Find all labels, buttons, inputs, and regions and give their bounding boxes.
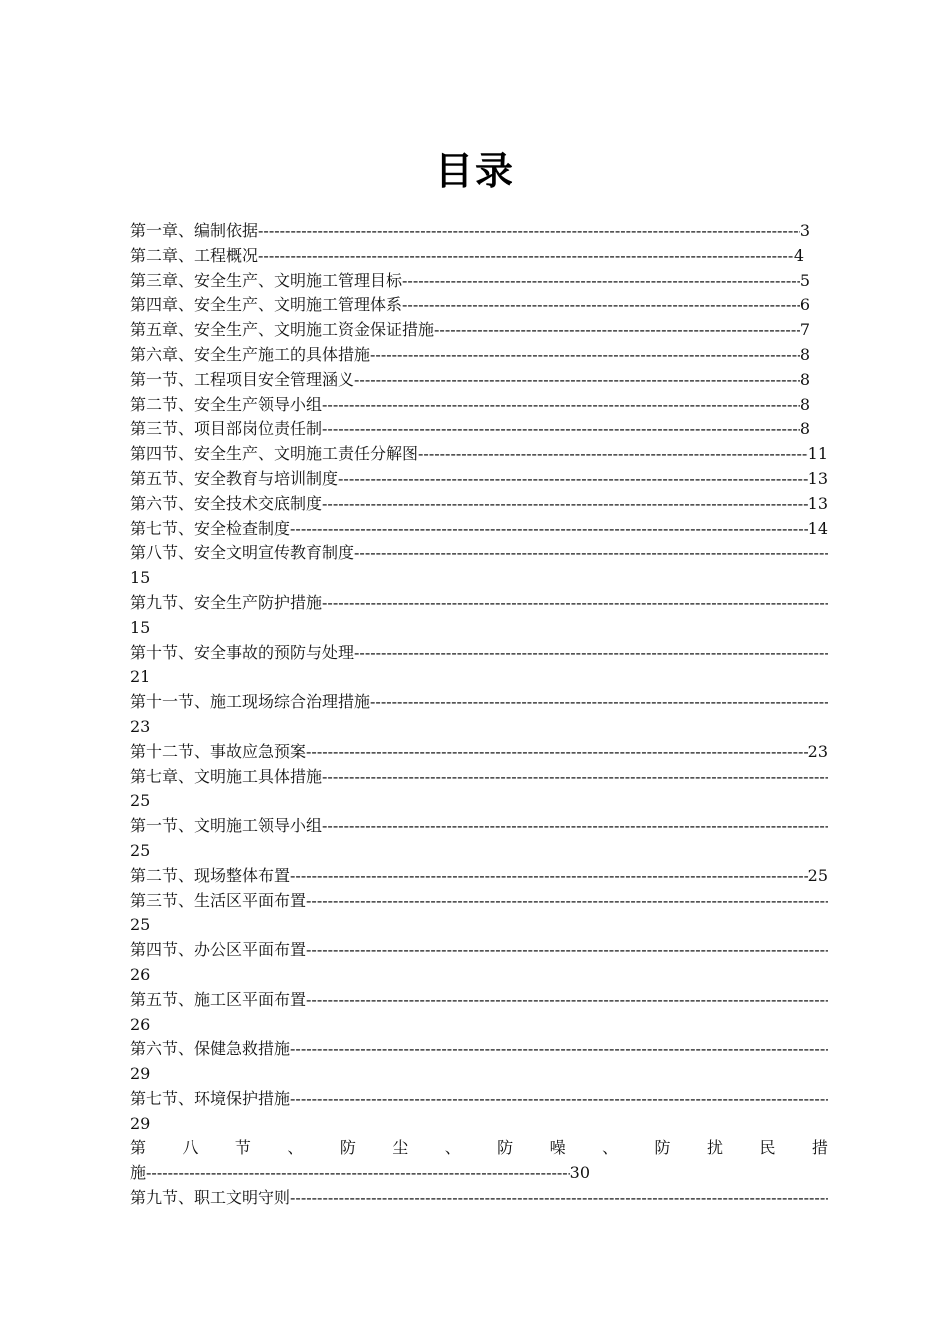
leader-dashes [354, 541, 828, 566]
toc-entry[interactable]: 第五章、安全生产、文明施工资金保证措施 ----- 7 [130, 318, 828, 343]
leader-dashes [402, 269, 800, 294]
toc-page-number: 25 [130, 840, 151, 860]
toc-page-number: 30 [569, 1163, 590, 1183]
toc-entry[interactable]: 第三章、安全生产、文明施工管理目标 ----- 5 [130, 269, 828, 294]
toc-entry[interactable]: 第一章、编制依据 ----- 3 [130, 219, 828, 244]
leader-dashes [322, 591, 828, 616]
toc-entry[interactable]: 第四节、办公区平面布置 ----- [130, 938, 828, 963]
toc-entry[interactable]: 第七章、文明施工具体措施 ----- [130, 765, 828, 790]
toc-page-number: 29 [130, 1113, 151, 1133]
toc-entry[interactable]: 第十节、安全事故的预防与处理 ----- [130, 641, 828, 666]
toc-page-number: 6 [799, 295, 810, 315]
leader-dashes [322, 393, 800, 418]
page-title: 目录 [434, 149, 515, 193]
toc-entry[interactable]: 第四章、安全生产、文明施工管理体系 ----- 6 [130, 293, 828, 318]
toc-page-number: 29 [130, 1064, 151, 1084]
toc-entry[interactable]: 第五节、施工区平面布置 ----- [130, 988, 828, 1013]
leader-dashes [354, 641, 828, 666]
toc-page-number: 15 [130, 568, 151, 588]
leader-dashes [370, 343, 800, 368]
leader-dashes [290, 1186, 828, 1211]
leader-dashes [290, 864, 808, 889]
toc-page-number: 11 [807, 444, 828, 464]
leader-dashes [290, 1037, 828, 1062]
toc-entry[interactable]: 第一节、文明施工领导小组 ----- [130, 814, 828, 839]
toc-entry[interactable]: 第二章、工程概况 ----- 4 [130, 244, 828, 269]
toc-page-number: 7 [799, 320, 810, 340]
leader-dashes [434, 318, 800, 343]
leader-dashes [418, 442, 808, 467]
toc-entry[interactable]: 第四节、安全生产、文明施工责任分解图 ----- 11 [130, 442, 828, 467]
leader-dashes [322, 417, 800, 442]
toc-entry[interactable]: 第三节、生活区平面布置 ----- [130, 889, 828, 914]
toc-page-number: 3 [799, 221, 810, 240]
toc-page-number: 26 [130, 1014, 151, 1034]
toc-entry[interactable]: 第十一节、施工现场综合治理措施 ----- [130, 690, 828, 715]
toc-page-number: 13 [807, 493, 828, 513]
toc-page-number: 8 [799, 344, 810, 364]
leader-dashes [322, 492, 808, 517]
toc-entry[interactable]: 第三节、项目部岗位责任制 ----- 8 [130, 417, 828, 442]
toc-entry[interactable]: 第五节、安全教育与培训制度 ----- 13 [130, 467, 828, 492]
leader-dashes [306, 740, 808, 765]
toc-entry[interactable]: 第一节、工程项目安全管理涵义 ----- 8 [130, 368, 828, 393]
leader-dashes [354, 368, 800, 393]
leader-dashes [306, 938, 828, 963]
toc-page-number: 5 [799, 270, 810, 290]
toc-page-number: 13 [807, 468, 828, 488]
toc-page-number: 21 [130, 667, 151, 687]
toc-page-number: 14 [807, 518, 828, 538]
toc-page-number: 4 [793, 245, 804, 265]
leader-dashes [322, 814, 828, 839]
table-of-contents [130, 219, 828, 1211]
leader-dashes [146, 1161, 570, 1186]
toc-entry[interactable]: 第二节、现场整体布置 ----- 25 [130, 864, 828, 889]
leader-dashes [290, 517, 808, 542]
toc-page-number: 8 [799, 419, 810, 439]
toc-page-number: 8 [799, 369, 810, 389]
toc-entry[interactable]: 第九节、安全生产防护措施 ----- [130, 591, 828, 616]
leader-dashes [338, 467, 808, 492]
leader-dashes [322, 765, 828, 790]
leader-dashes [290, 1087, 828, 1112]
leader-dashes [402, 293, 800, 318]
toc-entry[interactable]: 第六章、安全生产施工的具体措施 ----- 8 [130, 343, 828, 368]
leader-dashes [306, 988, 828, 1013]
toc-entry[interactable]: 第六节、保健急救措施 ----- [130, 1037, 828, 1062]
toc-page-number: 15 [130, 617, 151, 637]
toc-entry[interactable]: 第八节、安全文明宣传教育制度 ----- [130, 541, 828, 566]
toc-page-number: 23 [130, 716, 151, 736]
toc-entry[interactable]: 第七节、环境保护措施 ----- [130, 1087, 828, 1112]
leader-dashes [370, 690, 828, 715]
toc-page-number: 25 [130, 791, 151, 811]
toc-entry[interactable]: 第十二节、事故应急预案 ----- 23 [130, 740, 828, 765]
leader-dashes [258, 244, 794, 269]
toc-entry[interactable]: 第七节、安全检查制度 ----- 14 [130, 517, 828, 542]
toc-page-number: 23 [807, 741, 828, 761]
leader-dashes [306, 889, 828, 914]
toc-entry-continuation[interactable]: 施 ----- 30 [130, 1161, 590, 1186]
toc-page-number: 8 [799, 394, 810, 414]
toc-entry[interactable]: 第二节、安全生产领导小组 ----- 8 [130, 393, 828, 418]
toc-entry[interactable]: 第九节、职工文明守则 ----- [130, 1186, 828, 1211]
toc-entry[interactable]: 第六节、安全技术交底制度 ----- 13 [130, 492, 828, 517]
toc-page-number: 26 [130, 964, 151, 984]
toc-page-number: 25 [807, 865, 828, 885]
toc-page-number: 25 [130, 915, 151, 935]
leader-dashes [258, 219, 800, 244]
toc-entry-spread[interactable]: 第 八 节 、 防 尘 、 防 噪 、 防 扰 民 措 [130, 1138, 828, 1158]
